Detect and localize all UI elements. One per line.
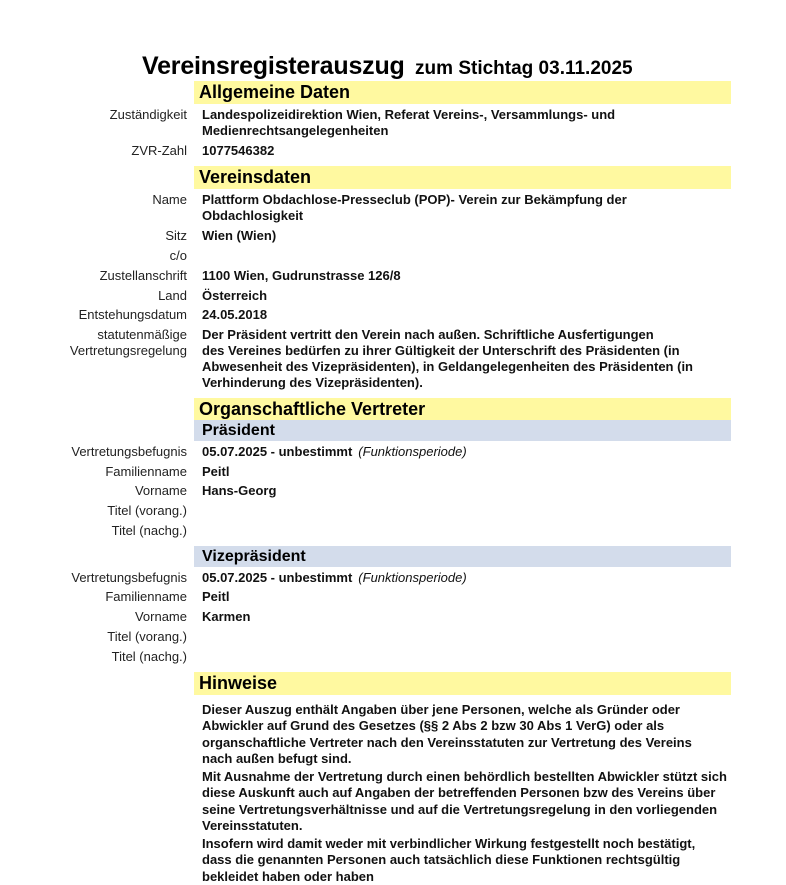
field-label: Sitz	[165, 228, 187, 243]
subsection-heading-praesident: Präsident	[194, 420, 731, 441]
field-value: Karmen	[202, 609, 251, 624]
field-label-line: Vertretungsregelung	[69, 343, 187, 358]
period-value: 05.07.2025 - unbestimmt	[202, 444, 353, 459]
period-value: 05.07.2025 - unbestimmt	[202, 570, 353, 585]
field-value	[202, 444, 722, 460]
field-label: Titel (vorang.)	[107, 503, 187, 518]
field-label: Vertretungsbefugnis	[71, 570, 187, 585]
field-label: ZVR-Zahl	[131, 143, 187, 158]
field-label: Land	[158, 288, 187, 303]
field-label: Familienname	[105, 589, 187, 604]
field-value: Wien (Wien)	[202, 228, 277, 243]
field-value: 1100 Wien, Gudrunstrasse 126/8	[202, 268, 401, 283]
field-label: Vertretungsbefugnis	[71, 444, 187, 459]
field-value	[202, 327, 732, 391]
title-main: Vereinsregisterauszug	[142, 52, 405, 80]
period-note: (Funktionsperiode)	[358, 570, 467, 585]
field-label: c/o	[169, 248, 187, 263]
field-value: Peitl	[202, 464, 230, 479]
section-heading-vereinsdaten: Vereinsdaten	[194, 166, 731, 189]
section-heading-allgemeine-daten: Allgemeine Daten	[194, 81, 731, 104]
field-label: Zustellanschrift	[99, 268, 187, 283]
section-heading-hinweise: Hinweise	[194, 672, 731, 695]
field-value: 24.05.2018	[202, 307, 268, 322]
field-value-line: Der Präsident vertritt den Verein nach außen. Schriftliche Ausfertigungen	[202, 327, 654, 342]
field-label-line: statutenmäßige	[97, 327, 187, 342]
field-label: Titel (nachg.)	[111, 523, 187, 538]
period-note: (Funktionsperiode)	[358, 444, 467, 459]
field-value: Österreich	[202, 288, 268, 303]
notice-paragraph: Dieser Auszug enthält Angaben über jene Personen, welche als Gründer oder Abwickler auf Grund des Gesetzes (§§ 2 Abs 2 bzw 30 Abs 1 VerG) oder als organschaftliche Vertreter nach den Vereinsstatuten zur Vertretung des Vereins nach außen befugt sind.	[202, 702, 692, 766]
field-label: Titel (vorang.)	[107, 629, 187, 644]
field-value-rest: des Vereines bedürfen zu ihrer Gültigkeit der Unterschrift des Präsidenten (in Abwesenheit des Vizepräsidenten), in Geldangelegenheiten des Präsidenten (in Verhinderung des Vizepräsidenten).	[202, 343, 693, 390]
notice-paragraph: Insofern wird damit weder mit verbindlicher Wirkung festgestellt noch bestätigt, dass die genannten Personen auch tatsächlich diese Funktionen rechtsgültig bekleidet haben oder haben	[202, 836, 696, 884]
field-label: Entstehungsdatum	[78, 307, 187, 322]
field-label: Name	[152, 192, 187, 207]
field-value: Peitl	[202, 589, 230, 604]
field-value: Hans-Georg	[202, 483, 277, 498]
field-value: Landespolizeidirektion Wien, Referat Vereins-, Versammlungs- und Medienrechtsangelegenheiten	[202, 107, 616, 138]
notice-paragraph: Mit Ausnahme der Vertretung durch einen behördlich bestellten Abwickler stützt sich diese Auskunft auch auf Angaben der betreffenden Personen bzw des Vereins über seine Vertretungsverhältnisse und auf die Vertretungsregelung in den vorliegenden Vereinsstatuten.	[202, 769, 727, 833]
field-label: Titel (nachg.)	[111, 649, 187, 664]
title-date: zum Stichtag 03.11.2025	[415, 58, 633, 79]
field-label: Familienname	[105, 464, 187, 479]
section-heading-organschaftliche-vertreter: Organschaftliche Vertreter	[194, 398, 731, 421]
field-label: Zuständigkeit	[109, 107, 187, 122]
field-value: Plattform Obdachlose-Presseclub (POP)- Verein zur Bekämpfung der Obdachlosigkeit	[202, 192, 627, 223]
field-label: Vorname	[134, 609, 187, 624]
subsection-heading-vizepraesident: Vizepräsident	[194, 546, 731, 567]
field-value	[202, 570, 722, 586]
field-value: 1077546382	[202, 143, 275, 158]
document-title	[142, 52, 633, 81]
field-label: Vorname	[134, 483, 187, 498]
field-label	[70, 327, 187, 359]
